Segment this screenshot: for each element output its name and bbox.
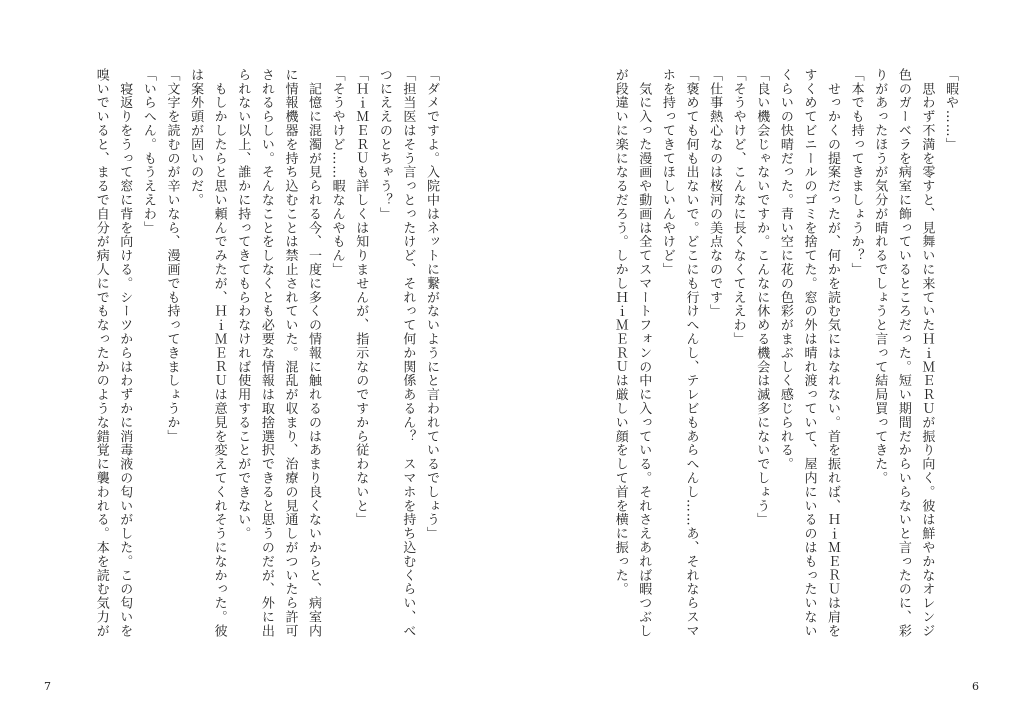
text-line: 「褒めても何も出ないで。どこにも行けへんし、テレビもあらへんし……あ、それならスマ: [683, 68, 699, 638]
text-line: 「良い機会じゃないですか。こんなに休める機会は滅多にないでしょう」: [754, 68, 770, 527]
text-line: 「仕事熱心なのは桜河の美点なのです」: [707, 68, 723, 319]
page-number: 6: [972, 680, 979, 693]
text-line: が段違いに楽になるだろう。しかしＨｉＭＥＲＵは厳しい顔をして首を横に振った。: [612, 68, 628, 597]
text-line: 気に入った漫画や動画は全てスマートフォンの中に入っている。それさえあれば暇つぶし: [636, 68, 652, 638]
text-line: 「担当医はそう言っとったけど、それって何か関係あるん？ スマホを持ち込むくらい、べ: [400, 68, 416, 638]
text-line: られない以上、誰かに持ってきてもらわなければ使用することができない。: [235, 68, 251, 541]
text-line: 「ＨｉＭＥＲＵも詳しくは知りませんが、指示なのですから従わないと」: [353, 68, 369, 527]
text-line: 記憶に混濁が見られる今、一度に多くの情報に触れるのはあまり良くないからと、病室内: [306, 68, 322, 638]
text-line: 寝返りをうって窓に背を向ける。シーツからはわずかに消毒液の匂いがした。この匂いを: [117, 68, 133, 638]
text-line: 「ダメですよ。入院中はネットに繋がないようにと言われているでしょう」: [424, 68, 439, 541]
text-line: つにええのとちゃう？」: [376, 68, 392, 221]
text-line: 「本でも持ってきましょうか？」: [848, 68, 864, 277]
text-line: ホを持ってきてほしいんやけど」: [659, 68, 675, 277]
text-line: くらいの快晴だった。青い空に花の色彩がまぶしく感じられる。: [777, 68, 793, 472]
text-line: 「いらへん。もうええわ」: [140, 68, 156, 235]
text-line: 嗅いでいると、まるで自分が病人にでもなったかのような錯覚に襲われる。本を読む気力が: [93, 68, 109, 638]
body-text: [89, 68, 443, 668]
text-line: 色のガーベラを病室に飾っているところだった。短い期間だからいらないと言ったのに、彩: [895, 68, 911, 638]
page-right: [512, 0, 1024, 722]
page-number: 7: [44, 680, 51, 693]
text-line: 「そうやけど、こんなに長くなくてええわ」: [730, 68, 746, 346]
text-line: 「そうやけど……暇なんやもん」: [329, 68, 345, 277]
text-line: すくめてビニールのゴミを捨てた。窓の外は晴れ渡っていて、屋内にいるのはもったいない: [801, 68, 817, 638]
text-line: りがあったほうが気分が晴れるでしょうと言って結局買ってきた。: [872, 68, 888, 485]
text-line: されるらしい。そんなことをしなくとも必要な情報は取捨選択できると思うのだが、外に出: [258, 68, 274, 638]
text-line: せっかくの提案だったが、何かを読む気にはなれない。首を振れば、ＨｉＭＥＲＵは肩を: [825, 68, 841, 638]
text-line: もしかしたらと思い頼んでみたが、ＨｉＭＥＲＵは意見を変えてくれそうになかった。彼: [211, 68, 227, 638]
text-line: 「暇や……」: [943, 68, 958, 152]
body-text: [608, 68, 962, 668]
text-line: 思わず不満を零すと、見舞いに来ていたＨｉＭＥＲＵが振り向く。彼は鮮やかなオレンジ: [919, 68, 935, 638]
text-line: に情報機器を持ち込むことは禁止されていた。混乱が収まり、治療の見通しがついたら許可: [282, 68, 298, 638]
text-line: 「文字を読むのが辛いなら、漫画でも持ってきましょうか」: [164, 68, 180, 444]
text-line: は案外頭が固いのだ。: [188, 68, 204, 207]
